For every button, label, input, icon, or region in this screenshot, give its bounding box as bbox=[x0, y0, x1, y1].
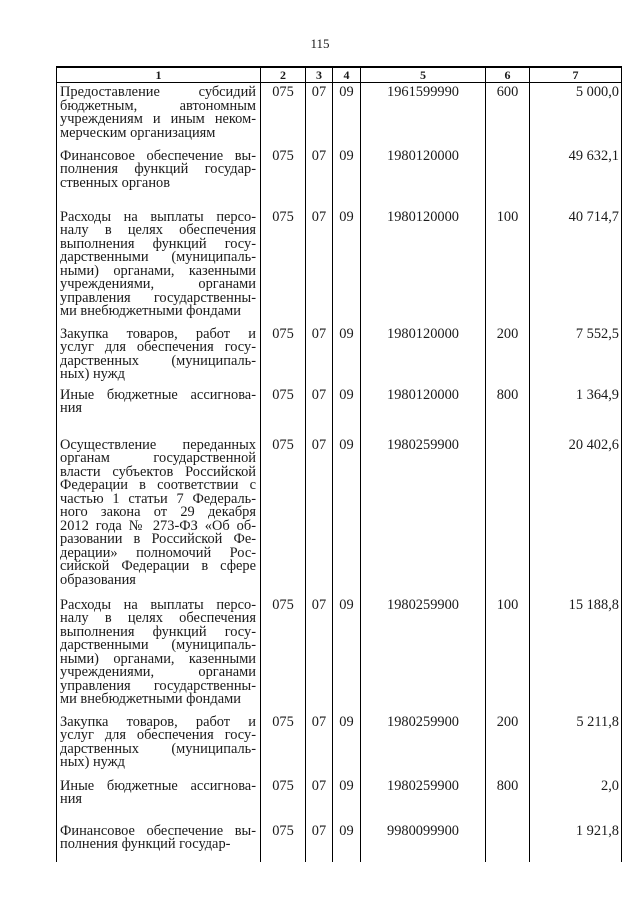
row-name bbox=[57, 713, 261, 777]
cell-section: 07 bbox=[306, 713, 333, 777]
cell-expense-type bbox=[486, 147, 530, 208]
row-name-line: полнения функций государ- bbox=[60, 161, 256, 177]
cell-ministry: 075 bbox=[261, 713, 306, 777]
cell-ministry: 075 bbox=[261, 83, 306, 147]
cell-sum: 2,0 bbox=[530, 777, 622, 822]
cell-sum: 1 921,8 bbox=[530, 822, 622, 862]
cell-ministry: 075 bbox=[261, 777, 306, 822]
row-name-line: ния bbox=[60, 791, 83, 807]
cell-target-article: 1980259900 bbox=[361, 777, 486, 822]
cell-target-article: 1980259900 bbox=[361, 596, 486, 713]
cell-subsection: 09 bbox=[333, 147, 361, 208]
table-row bbox=[57, 83, 622, 147]
cell-subsection: 09 bbox=[333, 325, 361, 386]
cell-subsection: 09 bbox=[333, 83, 361, 147]
row-name-line: власти субъектов Российской bbox=[60, 463, 256, 480]
cell-ministry: 075 bbox=[261, 596, 306, 713]
row-name-line: ми внебюджетными фондами bbox=[60, 303, 241, 319]
cell-expense-type: 200 bbox=[486, 325, 530, 386]
table-row bbox=[57, 436, 622, 596]
row-name-line: Иные бюджетные ассигнова- bbox=[60, 386, 256, 403]
cell-sum: 49 632,1 bbox=[530, 147, 622, 208]
row-name-line: разовании в Российской Фе- bbox=[60, 531, 256, 547]
row-name-line: мерческим организациям bbox=[60, 124, 216, 141]
row-name-line: управления государственны- bbox=[60, 289, 256, 306]
table-row bbox=[57, 822, 622, 862]
row-name-line: ных) нужд bbox=[60, 366, 125, 382]
cell-expense-type: 100 bbox=[486, 596, 530, 713]
cell-section: 07 bbox=[306, 83, 333, 147]
row-name-line: Осуществление переданных bbox=[60, 436, 256, 453]
row-name-line: бюджетным, автономным bbox=[60, 97, 256, 114]
cell-ministry: 075 bbox=[261, 822, 306, 862]
cell-ministry: 075 bbox=[261, 147, 306, 208]
row-name-line: ного закона от 29 декабря bbox=[60, 504, 256, 520]
row-name-line: Финансовое обеспечение вы- bbox=[60, 147, 256, 164]
cell-sum: 5 000,0 bbox=[530, 83, 622, 147]
row-name-line: ных) нужд bbox=[60, 754, 125, 770]
row-name-line: ными) органами, казенными bbox=[60, 262, 256, 279]
row-name-line: ния bbox=[60, 400, 83, 416]
cell-target-article: 1961599990 bbox=[361, 83, 486, 147]
cell-section: 07 bbox=[306, 436, 333, 596]
row-name-line: выполнения функций госу- bbox=[60, 235, 256, 252]
header-cell: 3 bbox=[306, 67, 333, 83]
header-row bbox=[57, 67, 622, 83]
cell-expense-type: 200 bbox=[486, 713, 530, 777]
row-name-line: дарственных (муниципаль- bbox=[60, 352, 256, 369]
cell-target-article: 9980099900 bbox=[361, 822, 486, 862]
table-row bbox=[57, 208, 622, 325]
row-name-line: Иные бюджетные ассигнова- bbox=[60, 777, 256, 794]
row-name-line: 2012 года № 273-ФЗ «Об об- bbox=[60, 517, 256, 534]
row-name-line: Финансовое обеспечение вы- bbox=[60, 822, 256, 839]
cell-section: 07 bbox=[306, 596, 333, 713]
table-row bbox=[57, 777, 622, 822]
cell-section: 07 bbox=[306, 822, 333, 862]
row-name-line: образования bbox=[60, 571, 136, 588]
row-name-line: учреждениями, органами bbox=[60, 276, 256, 292]
row-name bbox=[57, 386, 261, 436]
cell-section: 07 bbox=[306, 208, 333, 325]
cell-expense-type: 800 bbox=[486, 777, 530, 822]
header-cell: 4 bbox=[333, 67, 361, 83]
cell-sum: 1 364,9 bbox=[530, 386, 622, 436]
table-row bbox=[57, 147, 622, 208]
budget-table bbox=[56, 66, 622, 862]
cell-subsection: 09 bbox=[333, 822, 361, 862]
row-name bbox=[57, 436, 261, 596]
cell-sum: 5 211,8 bbox=[530, 713, 622, 777]
cell-subsection: 09 bbox=[333, 713, 361, 777]
row-name-line: ственных органов bbox=[60, 174, 171, 191]
row-name-line: управления государственны- bbox=[60, 677, 256, 694]
row-name bbox=[57, 822, 261, 862]
table-row bbox=[57, 713, 622, 777]
cell-target-article: 1980259900 bbox=[361, 436, 486, 596]
table-row bbox=[57, 596, 622, 713]
row-name-line: Закупка товаров, работ и bbox=[60, 713, 256, 730]
row-name-line: Федерации в соответствии с bbox=[60, 477, 256, 493]
row-name-line: частью 1 статьи 7 Федераль- bbox=[60, 490, 256, 507]
cell-subsection: 09 bbox=[333, 596, 361, 713]
cell-expense-type bbox=[486, 436, 530, 596]
cell-sum: 15 188,8 bbox=[530, 596, 622, 713]
cell-ministry: 075 bbox=[261, 436, 306, 596]
row-name-line: выполнения функций госу- bbox=[60, 623, 256, 640]
cell-expense-type: 100 bbox=[486, 208, 530, 325]
cell-ministry: 075 bbox=[261, 386, 306, 436]
header-cell: 5 bbox=[361, 67, 486, 83]
cell-subsection: 09 bbox=[333, 777, 361, 822]
cell-expense-type bbox=[486, 822, 530, 862]
row-name bbox=[57, 325, 261, 386]
row-name-line: Закупка товаров, работ и bbox=[60, 325, 256, 342]
row-name-line: ными) органами, казенными bbox=[60, 650, 256, 667]
row-name-line: Расходы на выплаты персо- bbox=[60, 208, 256, 225]
cell-ministry: 075 bbox=[261, 208, 306, 325]
row-name-line: налу в целях обеспечения bbox=[60, 610, 256, 626]
table-row bbox=[57, 325, 622, 386]
header-cell: 2 bbox=[261, 67, 306, 83]
cell-target-article: 1980120000 bbox=[361, 325, 486, 386]
cell-section: 07 bbox=[306, 386, 333, 436]
header-cell: 7 bbox=[530, 67, 622, 83]
row-name-line: дерации» полномочий Рос- bbox=[60, 544, 256, 561]
row-name-line: дарственными (муниципаль- bbox=[60, 249, 256, 265]
page-number: 115 bbox=[310, 36, 330, 51]
cell-expense-type: 800 bbox=[486, 386, 530, 436]
row-name-line: учреждениями, органами bbox=[60, 664, 256, 680]
row-name-line: учреждениям и иным неком- bbox=[60, 111, 256, 127]
row-name-line: полнения функций государ- bbox=[60, 836, 231, 852]
header-cell: 1 bbox=[57, 67, 261, 83]
row-name-line: дарственных (муниципаль- bbox=[60, 740, 256, 757]
row-name bbox=[57, 83, 261, 147]
row-name-line: Расходы на выплаты персо- bbox=[60, 596, 256, 613]
cell-section: 07 bbox=[306, 777, 333, 822]
cell-section: 07 bbox=[306, 147, 333, 208]
cell-subsection: 09 bbox=[333, 208, 361, 325]
row-name bbox=[57, 777, 261, 822]
row-name-line: услуг для обеспечения госу- bbox=[60, 727, 256, 743]
cell-expense-type: 600 bbox=[486, 83, 530, 147]
cell-sum: 7 552,5 bbox=[530, 325, 622, 386]
cell-target-article: 1980120000 bbox=[361, 147, 486, 208]
cell-sum: 20 402,6 bbox=[530, 436, 622, 596]
row-name-line: Предоставление субсидий bbox=[60, 84, 256, 100]
cell-subsection: 09 bbox=[333, 386, 361, 436]
cell-ministry: 075 bbox=[261, 325, 306, 386]
row-name bbox=[57, 596, 261, 713]
row-name bbox=[57, 147, 261, 208]
cell-sum: 40 714,7 bbox=[530, 208, 622, 325]
cell-target-article: 1980259900 bbox=[361, 713, 486, 777]
row-name-line: органам государственной bbox=[60, 450, 256, 466]
row-name-line: сийской Федерации в сфере bbox=[60, 558, 256, 574]
row-name-line: налу в целях обеспечения bbox=[60, 222, 256, 238]
cell-section: 07 bbox=[306, 325, 333, 386]
row-name-line: дарственными (муниципаль- bbox=[60, 637, 256, 653]
cell-target-article: 1980120000 bbox=[361, 386, 486, 436]
row-name-line: ми внебюджетными фондами bbox=[60, 691, 241, 707]
row-name-line: услуг для обеспечения госу- bbox=[60, 339, 256, 355]
header-cell: 6 bbox=[486, 67, 530, 83]
row-name bbox=[57, 208, 261, 325]
cell-target-article: 1980120000 bbox=[361, 208, 486, 325]
table-row bbox=[57, 386, 622, 436]
cell-subsection: 09 bbox=[333, 436, 361, 596]
